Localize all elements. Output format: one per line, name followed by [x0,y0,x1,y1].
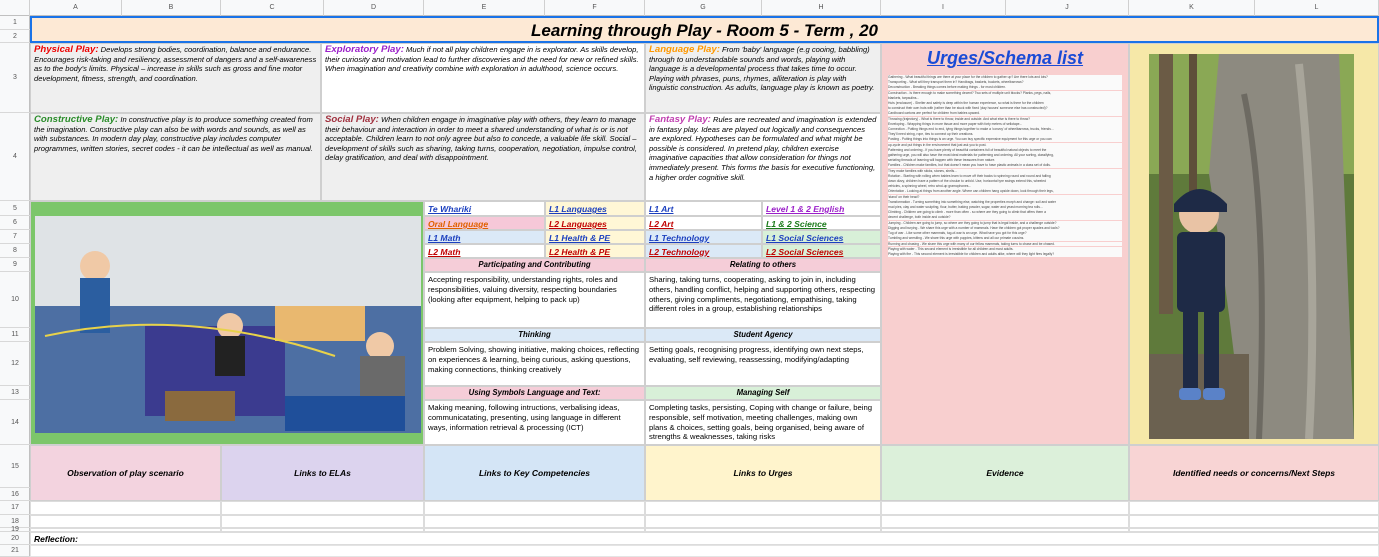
constructive-play-cell[interactable] [30,113,321,201]
empty-cell[interactable] [221,501,424,515]
urge-item: blankets, tarpaulins... [888,96,1122,101]
row-header-15[interactable]: 15 [0,445,30,488]
ela-link-2[interactable]: L1 Art [645,201,762,216]
competency-text-2[interactable]: Problem Solving, showing initiative, making choices, reflecting on experiences & learning, being curious, asking questions, making connections, thinking creatively [424,342,645,386]
physical-play-cell[interactable] [30,43,321,113]
column-header-e[interactable]: E [424,0,545,16]
row-header-2[interactable]: 2 [0,30,30,43]
column-heading-5[interactable]: Identified needs or concerns/Next Steps [1129,445,1379,501]
constructive-play-label: Constructive Play: [34,114,119,125]
row-header-10[interactable]: 10 [0,272,30,328]
column-header-h[interactable]: H [762,0,881,16]
urges-list [882,75,1128,257]
urges-title[interactable]: Urges/Schema list [926,48,1084,68]
competency-heading-0[interactable]: Participating and Contributing [424,258,645,272]
urge-item: Families - Children make families, but that doesn't mean you have to have plastic animals in a class set of dolls. [888,163,1122,168]
row-header-16[interactable]: 16 [0,488,30,501]
ela-link-6[interactable]: L2 Art [645,216,762,230]
social-play-cell[interactable] [321,113,645,201]
urge-item: They'll need string, rope, ties to connect up their creations. [888,132,1122,137]
urge-item: Jumping - Children are going to jump, so where are they going to jump that is legal inside, and a challenge outside? [888,221,1122,226]
row-header-20[interactable]: 20 [0,532,30,545]
exploratory-play-cell[interactable] [321,43,645,113]
row-header-8[interactable]: 8 [0,244,30,258]
ela-link-7[interactable]: L1 & 2 Science [762,216,881,230]
exploratory-play-label: Exploratory Play: [325,44,404,55]
urge-item: Throwing (trajectory) - What is there to throw, inside and outside. And what else is there to throw? [888,117,1122,122]
ela-link-14[interactable]: L2 Technology [645,244,762,258]
row-21-cell[interactable] [30,545,1379,557]
ela-link-5[interactable]: L2 Languages [545,216,645,230]
empty-cell[interactable] [221,515,424,528]
row-header-3[interactable]: 3 [0,43,30,113]
column-header-k[interactable]: K [1129,0,1255,16]
urge-item: decent challenge, both inside and outside? [888,215,1122,220]
urge-item: Enveloping - Wrapping things in more tissue and more paper with forty meters of sellotape... [888,122,1122,127]
row-headers[interactable] [0,16,30,557]
urges-schema-panel[interactable] [881,43,1129,445]
ela-link-11[interactable]: L1 Social Sciences [762,230,881,244]
ela-link-9[interactable]: L1 Health & PE [545,230,645,244]
row-header-12[interactable]: 12 [0,342,30,386]
language-play-text: From 'baby' language (e.g cooing, babbling) through to understandable sounds and words, playing with language is a developmental process that takes time to occur. Playing with phrases, puns, rhymes, alliteration is play with linguistic construction. As adults, language play is known as poetry. [649,45,875,93]
column-heading-4[interactable]: Evidence [881,445,1129,501]
competency-heading-2[interactable]: Thinking [424,328,645,342]
exploratory-play-text: Much if not all play children engage in is explorator. As skills develop, their curiosity and motivation lead to further discoveries and the need for new or refined skills. When imagination and creativity combine with exploration in adulthood, science occurs. [325,45,639,74]
column-heading-1[interactable]: Links to ELAs [221,445,424,501]
urge-item: down dizzy, children have a pattern of the circular to unfold. Use, horizontal tyre swings extend this, wheeled [888,179,1122,184]
empty-cell[interactable] [1129,501,1379,515]
competency-text-4[interactable]: Making meaning, following intructions, verbalising ideas, communicatating, presenting, using language in different ways, information retrieval & processing (ICT) [424,400,645,445]
ela-link-15[interactable]: L2 Social Sciences [762,244,881,258]
urge-item: Construction - Is there enough to make something decent? Two sets of multiple unit blocks? Planks, pegs, nails, [888,91,1122,96]
urge-item: Huts (enclosure) - Shelter and safety is deep within the human experience, so what is there for the children [888,101,1122,106]
row-header-19[interactable]: 19 [0,528,30,532]
competency-heading-5[interactable]: Managing Self [645,386,881,400]
language-play-cell[interactable] [645,43,881,113]
child-tree-photo-cell[interactable] [1129,43,1379,445]
urge-item: Running and chasing - We share this urge with many of our fellow mammals, taking turns to chase and be chased. [888,242,1122,247]
competency-text-0[interactable]: Accepting responsibility, understanding rights, roles and responsibilities, valuing diversity, respecting boundaries (looking after equipment, helping to pack up) [424,272,645,328]
constructive-play-text: In constructive play is to produce something created from the imagination. Constructive play can also be with words and sounds, as well as with substances. In modern day play, constructive play includes computer programmes, written stories, secret codes - it can be intellectual as well as manual. [34,115,313,153]
empty-cell[interactable] [1129,515,1379,528]
column-header-g[interactable]: G [645,0,762,16]
ela-link-4[interactable]: Oral Language [424,216,545,230]
urge-item: Deconstruction - Breaking things comes before making things - for most children. [888,85,1122,90]
urge-item: Tug of war - Like some other mammals, tug-of-war is an urge. What have you got for this urge? [888,231,1122,236]
physical-play-label: Physical Play: [34,44,99,55]
row-header-21[interactable]: 21 [0,545,30,557]
urge-item: vehicles, a spinning wheel, retro wind-up gramophones... [888,184,1122,189]
column-header-d[interactable]: D [324,0,424,16]
urge-item: Playing with water - This second element is irresistible for all children and most adults. [888,247,1122,252]
column-header-f[interactable]: F [545,0,645,16]
row-header-17[interactable]: 17 [0,501,30,515]
corner-cell[interactable] [0,0,30,16]
sheet-title[interactable]: Learning through Play - Room 5 - Term , 20 [30,16,1379,43]
empty-cell[interactable] [645,501,881,515]
empty-cell[interactable] [424,515,645,528]
urge-item: They make families with sticks, stones, shells... [888,169,1122,174]
column-heading-0[interactable]: Observation of play scenario [30,445,221,501]
column-header-i[interactable]: I [881,0,1006,16]
fantasy-play-label: Fantasy Play: [649,114,711,125]
urge-item: Connection - Putting things end to end, tying things together to make a 'convoy' of wheelbarrows, trucks, friends... [888,127,1122,132]
empty-cell[interactable] [424,501,645,515]
ela-link-1[interactable]: L1 Languages [545,201,645,216]
row-header-4[interactable]: 4 [0,113,30,201]
row-header-13[interactable]: 13 [0,386,30,400]
urge-item: seriating threads of learning will happen with these treasures from nature. [888,158,1122,163]
urge-item: Climbing - Children are going to climb - more than often - so where are they going to climb that offers them a [888,210,1122,215]
fantasy-play-cell[interactable] [645,113,881,201]
urge-item: up-cycle and put things in the environment that just ask you to post. [888,143,1122,148]
competency-heading-1[interactable]: Relating to others [645,258,881,272]
social-play-label: Social Play: [325,114,379,125]
column-headers[interactable] [0,0,1379,16]
empty-cell[interactable] [645,515,881,528]
ela-link-3[interactable]: Level 1 & 2 English [762,201,881,216]
competency-heading-4[interactable]: Using Symbols Language and Text: [424,386,645,400]
urge-item: Playing with fire - This second element is irresistible for children and adults alike, where will they light fires legally? [888,252,1122,257]
urge-item: Transporting - What will they transport them in? Handbags, baskets, buckets, wheelbarrows? [888,80,1122,85]
social-play-text: When children engage in imaginative play with others, they learn to manage their behaviour and interaction in order to meet a shared understanding of what is or is not acceptable. Children learn to not only agree but also to concede, a valuable life skill. Social – development of skills such as sharing, taking turns, cooperation, negotiation, impulse control, delay gratification, and deal with disappointment. [325,115,637,163]
children-play-photo-cell[interactable] [30,201,424,445]
empty-cell[interactable] [881,515,1129,528]
urge-item: to construct their own huts with (rather than be stuck with fixed 'play houses' someone else has constructed)? [888,106,1122,111]
urge-item: Posting - Putting things into things is an urge. You can buy specific expensive equipment for this urge or you can [888,137,1122,142]
ela-link-0[interactable]: Te Whariki [424,201,545,216]
fantasy-play-text: Rules are recreated and imagination is extended in fantasy play. Ideas are played out logically and consequences are explored. Hypotheses can be formulated and what might be possible is considered. In pretend play, children exercise imaginative capacities that allow consideration for things not immediately present. This forms the basis for executive functioning, a higher order cognitive skill. [649,115,877,182]
column-header-l[interactable]: L [1255,0,1379,16]
urge-item: Orientation - Looking at things from another angle. Where can children hang upside down, look through their legs, [888,189,1122,194]
column-header-c[interactable]: C [221,0,324,16]
empty-cell[interactable] [30,515,221,528]
ela-link-12[interactable]: L2 Math [424,244,545,258]
column-header-j[interactable]: J [1006,0,1129,16]
urge-item: Transformation - Turning something into something else, watching the properties morph and change: soil and water [888,200,1122,205]
row-header-5[interactable]: 5 [0,201,30,216]
competency-heading-3[interactable]: Student Agency [645,328,881,342]
ela-link-13[interactable]: L2 Health & PE [545,244,645,258]
urge-item: Rotation - Starting with rolling when babies learn to move off their backs to spinning round and round and falling [888,174,1122,179]
column-header-a[interactable]: A [30,0,122,16]
children-play-photo [35,216,421,433]
urge-item: 'stand' on their head? [888,195,1122,200]
urge-item: Patterning and ordering - If you have plenty of beautiful containers full of beautiful natural objects to meet the [888,148,1122,153]
competency-text-1[interactable]: Sharing, taking turns, cooperating, asking to join in, including others, handling conflict, helping and supporting others, respecting others, giving compliments, negotiationg, empathising, taking different roles in a group, establishing relationships [645,272,881,328]
empty-cell[interactable] [30,501,221,515]
urge-item: mud pies, clay and water sculpting, flour, butter, baking powder, sugar, water and yeast morning tea rolls... [888,205,1122,210]
column-heading-3[interactable]: Links to Urges [645,445,881,501]
ela-link-10[interactable]: L1 Technology [645,230,762,244]
ela-link-8[interactable]: L1 Math [424,230,545,244]
physical-play-text: Develops strong bodies, coordination, balance and endurance. Encourages risk-taking and resiliency, assessment of dangers and a self-awareness as to the body's limits. Physical – increase in skills such as gross and fine motor development, fitness, strength, and coordination. [34,45,317,83]
row-header-9[interactable]: 9 [0,258,30,272]
child-tree-photo [1149,54,1354,439]
reflection-cell[interactable]: Reflection: [30,532,1379,545]
column-heading-2[interactable]: Links to Key Competencies [424,445,645,501]
urge-item: Digging and burying - We share this urge with a number of mammals. Have the children got proper spades and tools? [888,226,1122,231]
empty-cell[interactable] [881,501,1129,515]
row-header-14[interactable]: 14 [0,400,30,445]
urge-item: Tumbling and wrestling - We share this urge with puppies, kittens and all our primate cousins. [888,236,1122,241]
row-header-6[interactable]: 6 [0,216,30,230]
row-header-7[interactable]: 7 [0,230,30,244]
urge-item: Gathering - What beautiful things are there at your place for the children to gather up? Are there lots and lots? [888,75,1122,80]
urge-item: Cardboard cartons are perfect for children from babies upward. [888,111,1122,116]
row-header-1[interactable]: 1 [0,16,30,30]
row-header-18[interactable]: 18 [0,515,30,528]
competency-text-3[interactable]: Setting goals, recognising progress, identifying own next steps, evaluating, self reviewing, reassessing, modifying/adapting [645,342,881,386]
column-header-b[interactable]: B [122,0,221,16]
language-play-label: Language Play: [649,44,720,55]
competency-text-5[interactable]: Completing tasks, persisting, Coping with change or failure, being responsible, self motivation, meeting challenges, making own plans & choices, setting goals, being organised, being aware of strengths & weaknesses, taking risks [645,400,881,445]
row-header-11[interactable]: 11 [0,328,30,342]
urge-item: gathering urge, you will also have the most ideal materials for patterning and ordering. All your sorting, classifying, [888,153,1122,158]
